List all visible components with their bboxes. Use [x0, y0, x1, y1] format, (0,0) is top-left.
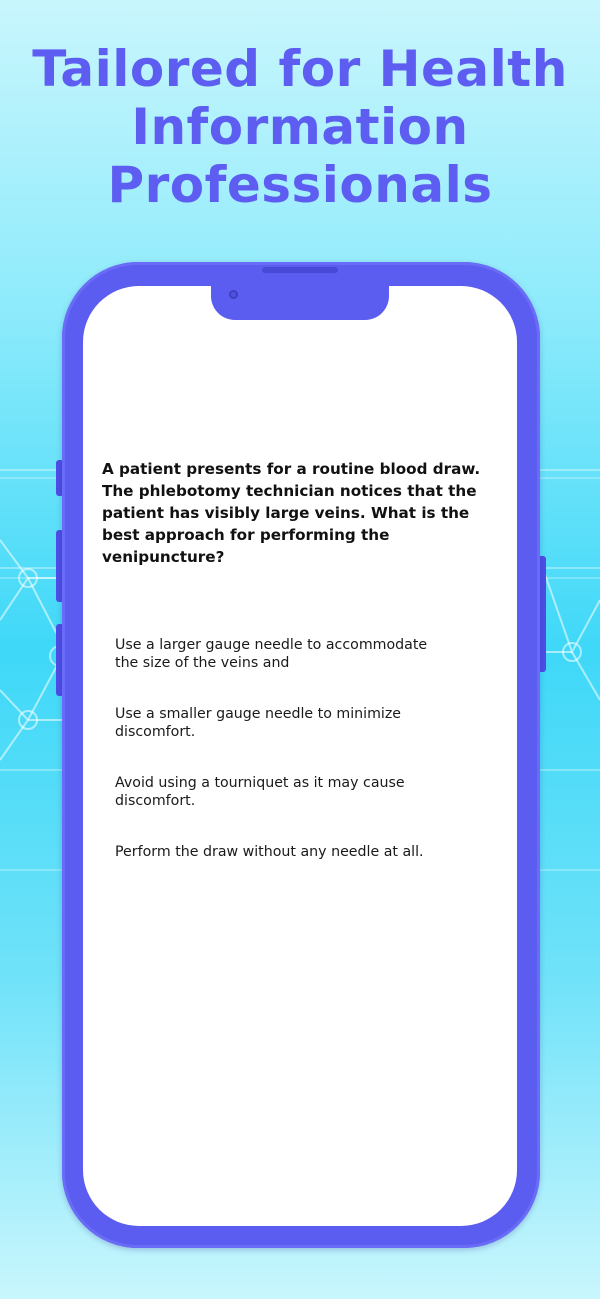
headline-line-1: Tailored for Health [32, 40, 568, 98]
answer-option-3[interactable]: Avoid using a tourniquet as it may cause discomfort. [115, 775, 405, 809]
headline-line-3: Professionals [107, 156, 493, 214]
page-headline [0, 40, 600, 214]
answer-option-4[interactable]: Perform the draw without any needle at all. [115, 844, 424, 860]
answer-option-1[interactable]: Use a larger gauge needle to accommodate the size of the veins and [115, 637, 428, 671]
camera-icon [229, 290, 238, 299]
headline-line-2: Information [131, 98, 469, 156]
phone-speaker [262, 267, 338, 273]
quiz-question: A patient presents for a routine blood draw. The phlebotomy technician notices that the patient has visibly large veins. What is the best approach for performing the venipuncture? [102, 460, 481, 566]
phone-notch [211, 286, 389, 320]
phone-screen [83, 286, 517, 1226]
answer-option-2[interactable]: Use a smaller gauge needle to minimize discomfort. [115, 706, 402, 740]
phone-frame [62, 262, 540, 1248]
